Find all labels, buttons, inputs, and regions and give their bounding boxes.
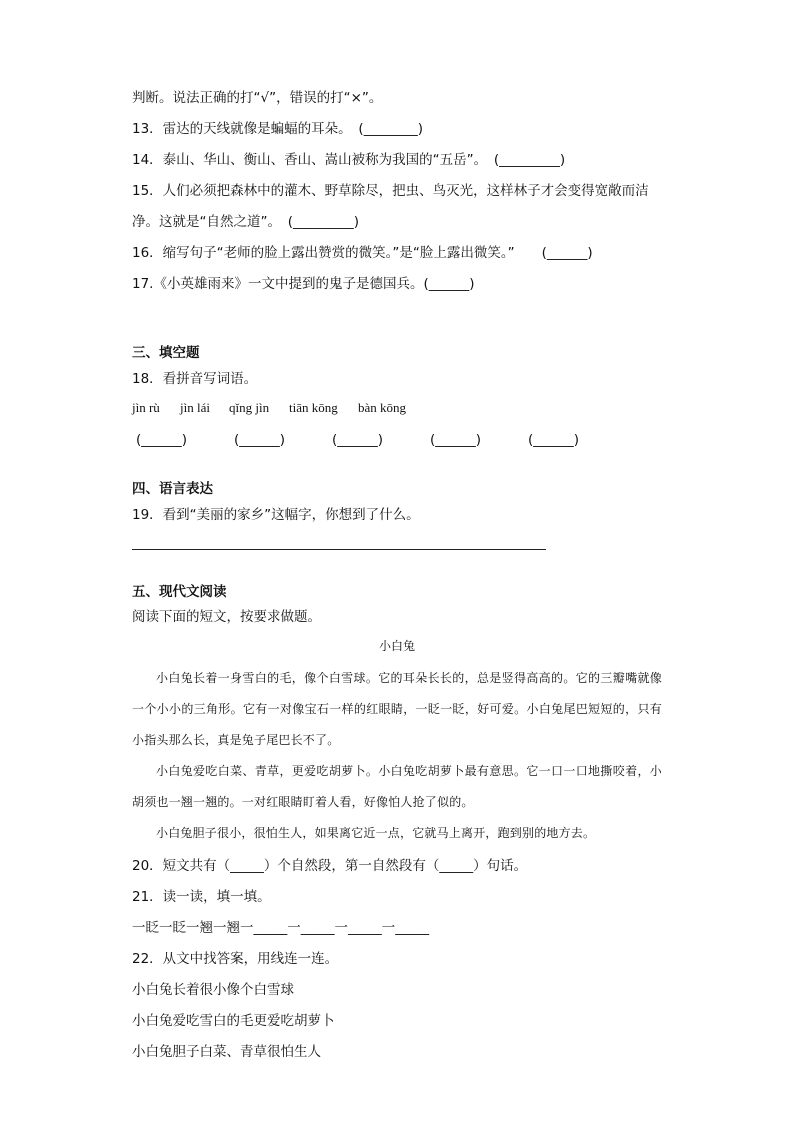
match-line-1: 小白兔长着很小像个白雪球 (132, 982, 294, 998)
question-13: 13．雷达的天线就像是蝙蝠的耳朵。 (________) (132, 121, 423, 137)
section-5-heading: 五、现代文阅读 (132, 584, 227, 600)
reading-intro: 阅读下面的短文，按要求做题。 (132, 609, 321, 625)
story-title: 小白兔 (378, 639, 415, 653)
section-4-heading: 四、语言表达 (132, 481, 213, 497)
pinyin-4: tiān kōng (289, 400, 338, 415)
question-15-line-1: 15．人们必须把森林中的灌木、野草除尽，把虫、鸟灭光，这样林子才会变得宽敞而洁 (132, 183, 649, 199)
story-paragraph-1 (132, 663, 662, 756)
question-15-line-2: 净。这就是“自然之道”。 (_________) (132, 214, 360, 230)
answer-blank-5[interactable]: (______) (528, 432, 580, 448)
match-line-2: 小白兔爱吃雪白的毛更爱吃胡萝卜 (132, 1013, 335, 1029)
story-paragraph-1-text: 小白兔长着一身雪白的毛，像个白雪球。它的耳朵长长的，总是竖得高高的。它的三瓣嘴就像一个小小的三角形。它有一对像宝石一样的红眼睛，一眨一眨，好可爱。小白兔尾巴短短的，只有小指头那么长，真是兔子尾巴长不了。 (132, 671, 662, 747)
answer-blank-4[interactable]: (______) (430, 432, 482, 448)
story-paragraph-3-text: 小白兔胆子很小，很怕生人，如果离它近一点，它就马上离开，跑到别的地方去。 (156, 826, 596, 840)
match-line-3: 小白兔胆子白菜、青草很怕生人 (132, 1044, 321, 1060)
pinyin-5: bàn kōng (358, 400, 407, 415)
answer-blank-2[interactable]: (______) (234, 432, 286, 448)
story-paragraph-2 (132, 756, 662, 818)
question-14: 14．泰山、华山、衡山、香山、嵩山被称为我国的“五岳”。 (_________) (132, 152, 566, 168)
question-20: 20．短文共有（_____）个自然段，第一自然段有（_____）句话。 (132, 858, 528, 874)
question-22: 22．从文中找答案，用线连一连。 (132, 951, 339, 967)
question-18: 18．看拼音写词语。 (132, 371, 258, 387)
pinyin-2: jìn lái (180, 400, 210, 415)
pinyin-1: jìn rù (132, 400, 160, 415)
question-21-fill: 一眨一眨一翘一翘一_____一_____一_____一_____ (132, 920, 429, 936)
answer-line[interactable] (132, 549, 546, 550)
judgement-instruction: 判断。说法正确的打“√”，错误的打“×”。 (132, 90, 383, 106)
answer-blank-1[interactable]: (______) (136, 432, 188, 448)
question-16: 16．缩写句子“老师的脸上露出赞赏的微笑。”是“脸上露出微笑。” (______) (132, 245, 593, 261)
pinyin-3: qǐng jìn (229, 400, 270, 415)
story-paragraph-2-text: 小白兔爱吃白菜、青草，更爱吃胡萝卜。小白兔吃胡萝卜最有意思。它一口一口地撕咬着，小胡须也一翘一翘的。一对红眼睛盯着人看，好像怕人抢了似的。 (132, 764, 662, 809)
question-21: 21．读一读，填一填。 (132, 889, 271, 905)
question-17: 17.《小英雄雨来》一文中提到的鬼子是德国兵。(______) (132, 276, 475, 292)
answer-blank-3[interactable]: (______) (332, 432, 384, 448)
question-19: 19．看到“美丽的家乡”这幅字，你想到了什么。 (132, 507, 420, 523)
story-paragraph-3 (132, 818, 662, 849)
section-3-heading: 三、填空题 (132, 345, 200, 361)
